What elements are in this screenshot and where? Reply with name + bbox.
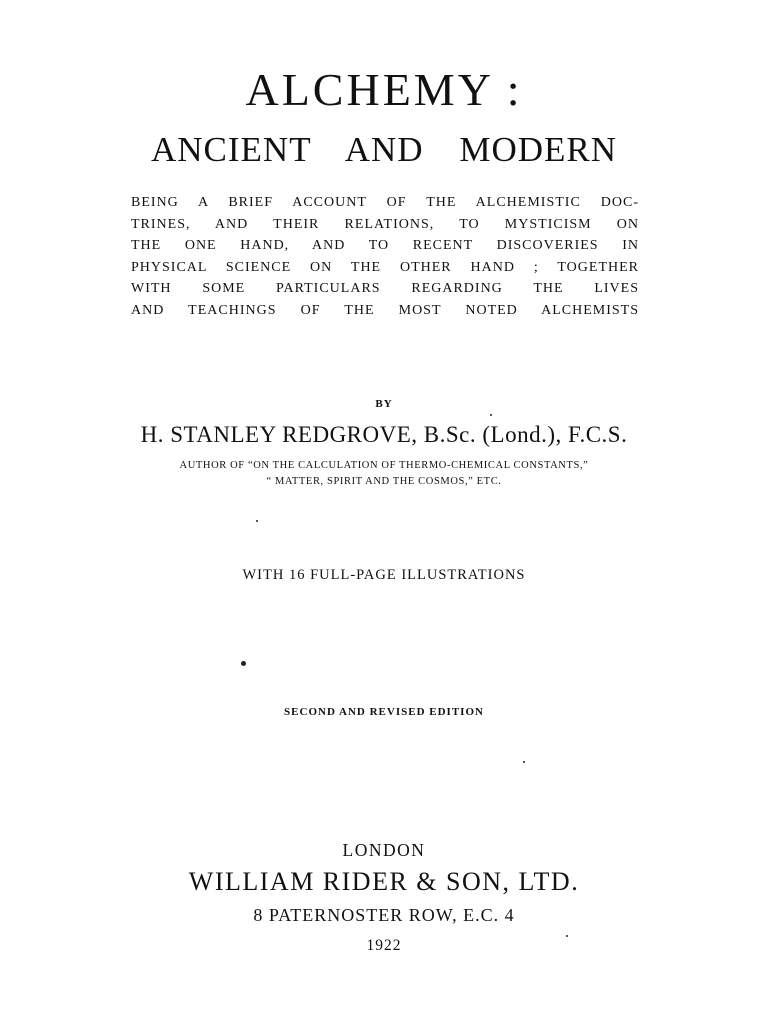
- scan-speck: [523, 761, 525, 763]
- imprint-year: 1922: [366, 937, 402, 954]
- description-line: WITH SOME PARTICULARS REGARDING THE LIVES: [131, 281, 639, 296]
- author-name: H. STANLEY REDGROVE, B.Sc. (Lond.), F.C.S.: [140, 422, 628, 447]
- illustrations-note: WITH 16 FULL-PAGE ILLUSTRATIONS: [242, 567, 526, 583]
- imprint-publisher: WILLIAM RIDER & SON, LTD.: [188, 867, 580, 896]
- book-subtitle: ANCIENT AND MODERN: [150, 130, 618, 169]
- author-credit-line: “ MATTER, SPIRIT AND THE COSMOS,” ETC.: [266, 476, 502, 487]
- description-line: PHYSICAL SCIENCE ON THE OTHER HAND ; TOGETHER: [131, 259, 639, 275]
- book-description: [131, 192, 639, 321]
- imprint-address: 8 PATERNOSTER ROW, E.C. 4: [253, 905, 515, 925]
- description-line: AND TEACHINGS OF THE MOST NOTED ALCHEMISTS: [131, 302, 639, 318]
- imprint-city: LONDON: [342, 840, 426, 860]
- scan-speck: [566, 935, 568, 937]
- description-line: TRINES, AND THEIR RELATIONS, TO MYSTICISM ON: [131, 216, 639, 232]
- book-title: ALCHEMY :: [245, 64, 523, 115]
- scan-speck: [256, 520, 258, 522]
- scan-speck: [490, 414, 492, 416]
- by-label: BY: [375, 398, 393, 410]
- author-credit-line: AUTHOR OF “ON THE CALCULATION OF THERMO-CHEMICAL CONSTANTS,”: [179, 460, 589, 471]
- edition-note: SECOND AND REVISED EDITION: [284, 706, 484, 718]
- description-line: BEING A BRIEF ACCOUNT OF THE ALCHEMISTIC DOC-: [131, 195, 639, 210]
- description-line: THE ONE HAND, AND TO RECENT DISCOVERIES IN: [131, 238, 639, 253]
- scan-speck: [241, 661, 246, 666]
